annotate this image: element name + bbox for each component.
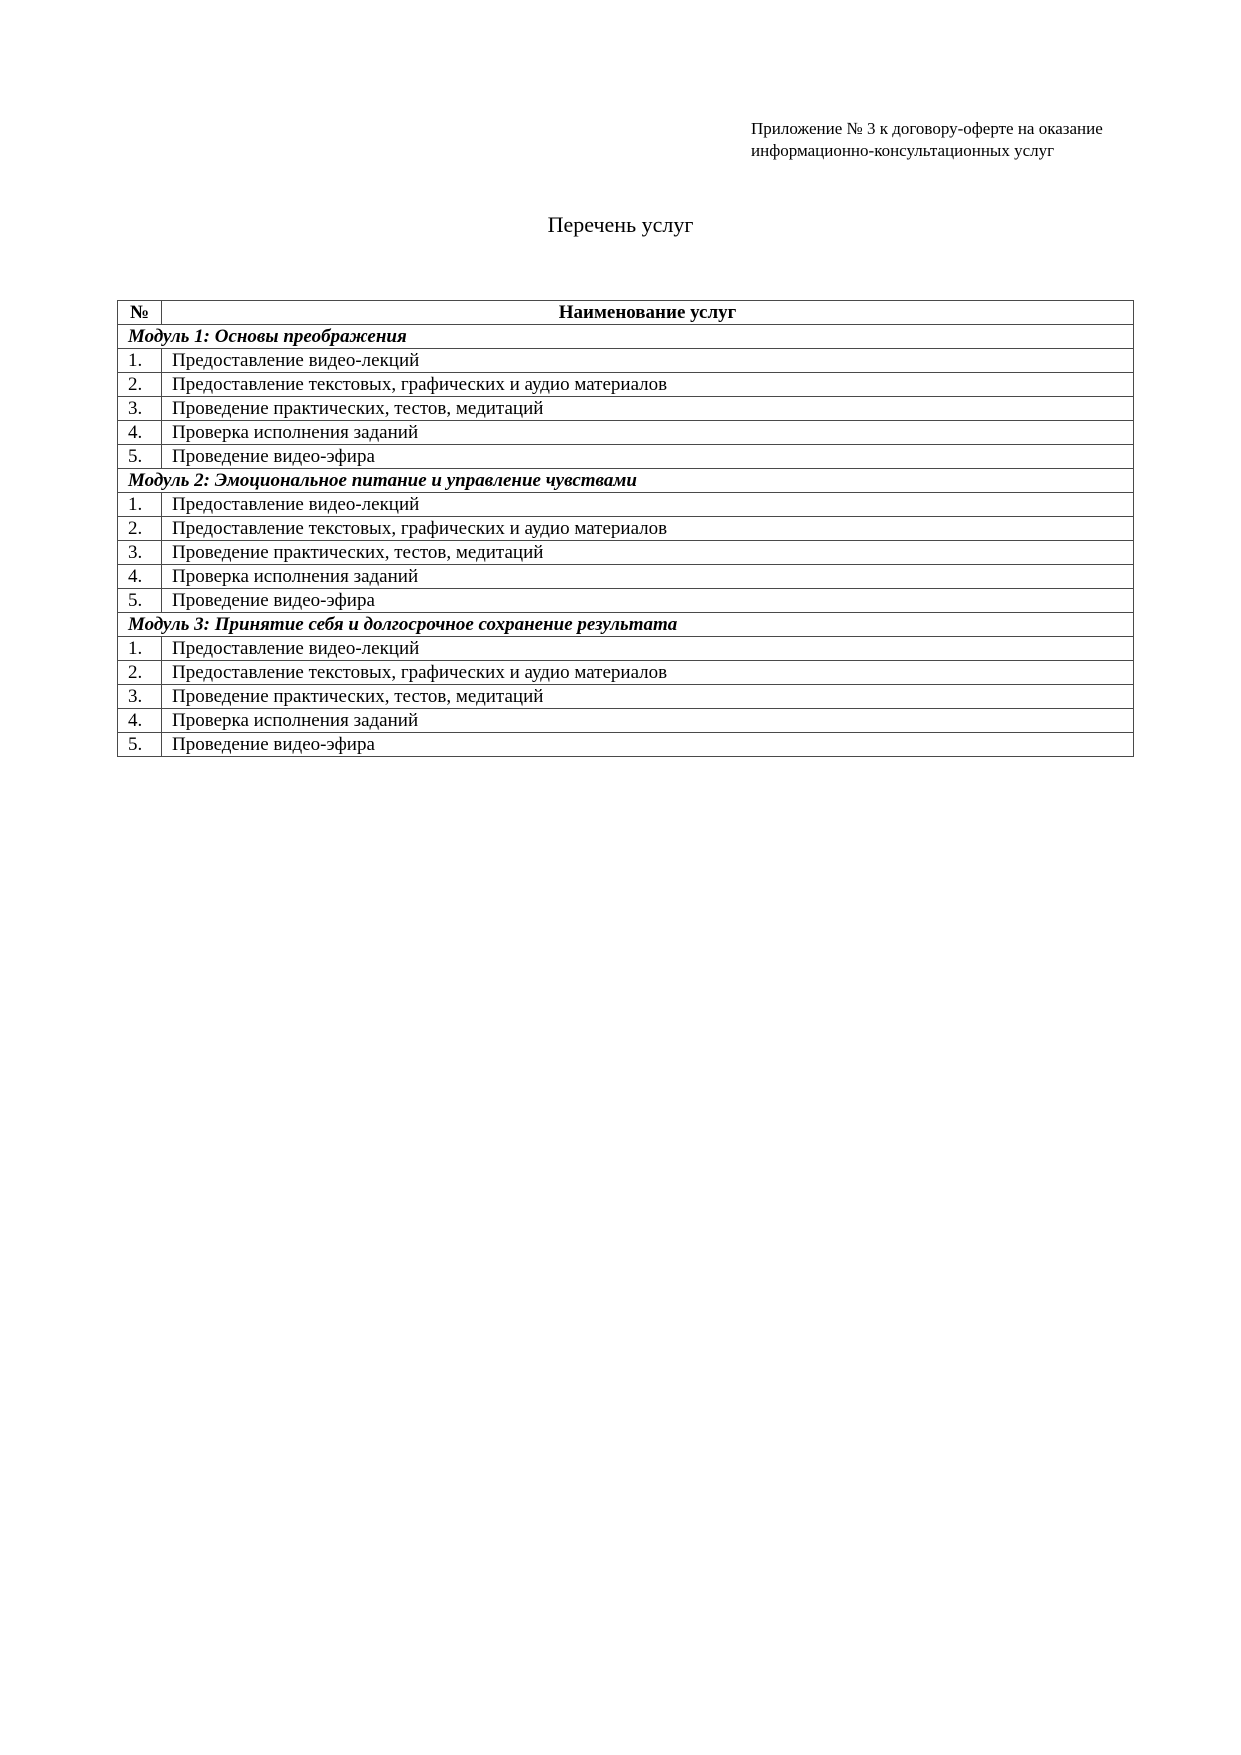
module-title: Модуль 2: Эмоциональное питание и управление чувствами (118, 469, 1134, 493)
row-number: 5. (118, 733, 162, 757)
table-row (118, 709, 1134, 733)
module-row (118, 469, 1134, 493)
row-number: 5. (118, 445, 162, 469)
service-name: Предоставление текстовых, графических и аудио материалов (162, 373, 1134, 397)
service-name: Предоставление текстовых, графических и аудио материалов (162, 517, 1134, 541)
table-row (118, 541, 1134, 565)
table-row (118, 445, 1134, 469)
service-name: Предоставление текстовых, графических и аудио материалов (162, 661, 1134, 685)
table-row (118, 421, 1134, 445)
module-title: Модуль 1: Основы преображения (118, 325, 1134, 349)
module-row (118, 613, 1134, 637)
table-row (118, 565, 1134, 589)
row-number: 2. (118, 373, 162, 397)
table-row (118, 685, 1134, 709)
row-number: 3. (118, 685, 162, 709)
table-row (118, 397, 1134, 421)
header-number: № (118, 301, 162, 325)
service-name: Проведение видео-эфира (162, 589, 1134, 613)
service-name: Проведение практических, тестов, медитаций (162, 685, 1134, 709)
service-name: Проверка исполнения заданий (162, 565, 1134, 589)
service-name: Проведение видео-эфира (162, 733, 1134, 757)
row-number: 1. (118, 349, 162, 373)
row-number: 3. (118, 397, 162, 421)
appendix-note (751, 118, 1171, 162)
service-name: Проверка исполнения заданий (162, 709, 1134, 733)
service-name: Проведение практических, тестов, медитаций (162, 541, 1134, 565)
table-row (118, 661, 1134, 685)
document-title: Перечень услуг (547, 212, 694, 237)
service-name: Проверка исполнения заданий (162, 421, 1134, 445)
appendix-note-line-1: Приложение № 3 к договору-оферте на оказание (751, 119, 1103, 138)
service-name: Проведение видео-эфира (162, 445, 1134, 469)
service-name: Предоставление видео-лекций (162, 493, 1134, 517)
module-row (118, 325, 1134, 349)
appendix-note-line-2: информационно-консультационных услуг (751, 141, 1055, 160)
service-name: Предоставление видео-лекций (162, 349, 1134, 373)
table-row (118, 517, 1134, 541)
service-name: Проведение практических, тестов, медитаций (162, 397, 1134, 421)
row-number: 4. (118, 421, 162, 445)
service-name: Предоставление видео-лекций (162, 637, 1134, 661)
table-row (118, 637, 1134, 661)
table-row (118, 493, 1134, 517)
row-number: 5. (118, 589, 162, 613)
table-header-row (118, 301, 1134, 325)
header-service-name: Наименование услуг (162, 301, 1134, 325)
row-number: 4. (118, 709, 162, 733)
services-table (117, 300, 1134, 757)
table-row (118, 373, 1134, 397)
row-number: 1. (118, 637, 162, 661)
table-row (118, 589, 1134, 613)
row-number: 1. (118, 493, 162, 517)
row-number: 4. (118, 565, 162, 589)
table-row (118, 733, 1134, 757)
row-number: 2. (118, 661, 162, 685)
row-number: 3. (118, 541, 162, 565)
table-row (118, 349, 1134, 373)
row-number: 2. (118, 517, 162, 541)
module-title: Модуль 3: Принятие себя и долгосрочное сохранение результата (118, 613, 1134, 637)
